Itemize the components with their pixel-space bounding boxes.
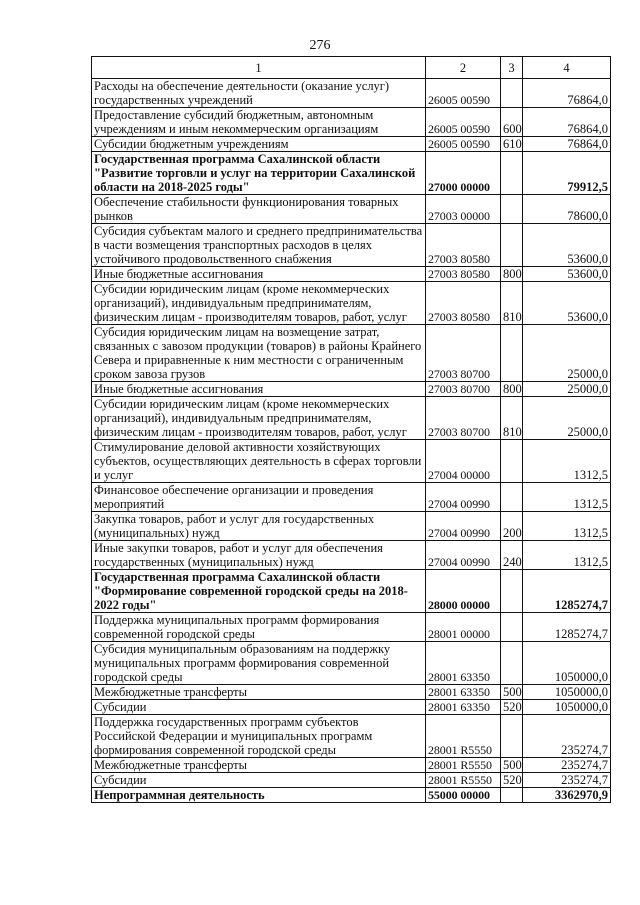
row-type: 600 (501, 108, 523, 137)
table-header-row (92, 57, 611, 79)
row-sum: 235274,7 (523, 758, 611, 773)
row-code: 28000 00000 (426, 570, 501, 613)
row-name: Закупка товаров, работ и услуг для государственных (муниципальных) нужд (92, 512, 426, 541)
row-type (501, 613, 523, 642)
table-row (92, 570, 611, 613)
row-code: 27003 00000 (426, 195, 501, 224)
row-name: Межбюджетные трансферты (92, 685, 426, 700)
row-code: 27003 80700 (426, 382, 501, 397)
row-code: 27000 00000 (426, 152, 501, 195)
row-code: 28001 R5550 (426, 773, 501, 788)
row-code: 27003 80700 (426, 325, 501, 382)
row-code: 26005 00590 (426, 79, 501, 108)
table-row (92, 137, 611, 152)
row-code: 27003 80580 (426, 282, 501, 325)
row-type (501, 195, 523, 224)
row-type (501, 224, 523, 267)
row-type: 500 (501, 758, 523, 773)
table-row (92, 397, 611, 440)
row-name: Финансовое обеспечение организации и проведения мероприятий (92, 483, 426, 512)
row-type: 800 (501, 267, 523, 282)
row-name: Поддержка муниципальных программ формирования современной городской среды (92, 613, 426, 642)
row-name: Субсидии юридическим лицам (кроме некоммерческих организаций), индивидуальным предпринимателям, физическим лицам - производителям товаров, работ, услуг (92, 397, 426, 440)
row-sum: 1050000,0 (523, 685, 611, 700)
row-name: Расходы на обеспечение деятельности (оказание услуг) государственных учреждений (92, 79, 426, 108)
row-sum: 1312,5 (523, 541, 611, 570)
row-sum: 1050000,0 (523, 700, 611, 715)
column-header-sum: 4 (523, 57, 611, 79)
row-sum: 25000,0 (523, 325, 611, 382)
row-sum: 235274,7 (523, 715, 611, 758)
row-code: 27004 00990 (426, 483, 501, 512)
table-row (92, 483, 611, 512)
column-header-name: 1 (92, 57, 426, 79)
row-type (501, 79, 523, 108)
row-name: Государственная программа Сахалинской области "Развитие торговли и услуг на территории Сахалинской области на 2018-2025 годы" (92, 152, 426, 195)
row-sum: 53600,0 (523, 267, 611, 282)
table-row (92, 512, 611, 541)
row-name: Субсидии бюджетным учреждениям (92, 137, 426, 152)
row-code: 26005 00590 (426, 137, 501, 152)
table-row (92, 642, 611, 685)
row-type (501, 325, 523, 382)
row-type: 520 (501, 773, 523, 788)
row-code: 28001 R5550 (426, 758, 501, 773)
table-row (92, 325, 611, 382)
table-row (92, 224, 611, 267)
row-name: Предоставление субсидий бюджетным, автономным учреждениям и иным некоммерческим организациям (92, 108, 426, 137)
row-sum: 53600,0 (523, 282, 611, 325)
row-name: Непрограммная деятельность (92, 788, 426, 803)
row-sum: 1312,5 (523, 483, 611, 512)
row-code: 28001 63350 (426, 685, 501, 700)
table-row (92, 79, 611, 108)
row-sum: 1285274,7 (523, 613, 611, 642)
row-sum: 76864,0 (523, 137, 611, 152)
row-name: Субсидии (92, 773, 426, 788)
row-name: Обеспечение стабильности функционирования товарных рынков (92, 195, 426, 224)
table-row (92, 282, 611, 325)
row-code: 27004 00000 (426, 440, 501, 483)
row-sum: 79912,5 (523, 152, 611, 195)
row-type: 240 (501, 541, 523, 570)
row-type: 800 (501, 382, 523, 397)
row-name: Государственная программа Сахалинской области "Формирование современной городской среды на 2018-2022 годы" (92, 570, 426, 613)
row-sum: 78600,0 (523, 195, 611, 224)
table-row (92, 700, 611, 715)
row-sum: 76864,0 (523, 79, 611, 108)
row-type: 610 (501, 137, 523, 152)
row-type: 810 (501, 397, 523, 440)
row-type: 810 (501, 282, 523, 325)
row-sum: 1285274,7 (523, 570, 611, 613)
row-name: Поддержка государственных программ субъектов Российской Федерации и муниципальных программ формирования современной городской среды (92, 715, 426, 758)
row-sum: 1312,5 (523, 440, 611, 483)
row-name: Иные закупки товаров, работ и услуг для обеспечения государственных (муниципальных) нужд (92, 541, 426, 570)
row-name: Иные бюджетные ассигнования (92, 267, 426, 282)
table-row (92, 788, 611, 803)
row-name: Межбюджетные трансферты (92, 758, 426, 773)
row-sum: 1312,5 (523, 512, 611, 541)
table-row (92, 152, 611, 195)
row-type (501, 570, 523, 613)
row-sum: 3362970,9 (523, 788, 611, 803)
row-sum: 235274,7 (523, 773, 611, 788)
row-type: 520 (501, 700, 523, 715)
row-sum: 1050000,0 (523, 642, 611, 685)
table-row (92, 267, 611, 282)
row-name: Субсидия субъектам малого и среднего предпринимательства в части возмещения транспортных расходов в целях устойчивого продовольственного снабжения (92, 224, 426, 267)
row-type (501, 788, 523, 803)
table-row (92, 382, 611, 397)
column-header-code: 2 (426, 57, 501, 79)
page-number: 276 (309, 38, 331, 53)
table-row (92, 195, 611, 224)
row-name: Субсидия юридическим лицам на возмещение затрат, связанных с завозом продукции (товаров) в районы Крайнего Севера и приравненные к ним местности с ограниченным сроком завоза грузов (92, 325, 426, 382)
table-row (92, 758, 611, 773)
row-code: 27003 80580 (426, 267, 501, 282)
row-sum: 25000,0 (523, 397, 611, 440)
row-type (501, 483, 523, 512)
budget-table (91, 56, 611, 803)
row-code: 55000 00000 (426, 788, 501, 803)
row-type (501, 152, 523, 195)
row-type: 500 (501, 685, 523, 700)
row-code: 27004 00990 (426, 512, 501, 541)
row-name: Субсидии юридическим лицам (кроме некоммерческих организаций), индивидуальным предпринимателям, физическим лицам - производителям товаров, работ, услуг (92, 282, 426, 325)
row-code: 28001 R5550 (426, 715, 501, 758)
row-name: Субсидия муниципальным образованиям на поддержку муниципальных программ формирования современной городской среды (92, 642, 426, 685)
row-code: 28001 63350 (426, 642, 501, 685)
row-code: 28001 63350 (426, 700, 501, 715)
table-row (92, 715, 611, 758)
table-row (92, 440, 611, 483)
row-code: 28001 00000 (426, 613, 501, 642)
row-name: Субсидии (92, 700, 426, 715)
table-row (92, 613, 611, 642)
row-sum: 76864,0 (523, 108, 611, 137)
row-sum: 53600,0 (523, 224, 611, 267)
table-row (92, 773, 611, 788)
row-name: Стимулирование деловой активности хозяйствующих субъектов, осуществляющих деятельность в сферах торговли и услуг (92, 440, 426, 483)
row-code: 27004 00990 (426, 541, 501, 570)
row-sum: 25000,0 (523, 382, 611, 397)
table-row (92, 685, 611, 700)
row-code: 27003 80580 (426, 224, 501, 267)
row-type (501, 642, 523, 685)
row-type (501, 440, 523, 483)
table-row (92, 108, 611, 137)
row-code: 26005 00590 (426, 108, 501, 137)
row-type (501, 715, 523, 758)
row-type: 200 (501, 512, 523, 541)
row-name: Иные бюджетные ассигнования (92, 382, 426, 397)
table-row (92, 541, 611, 570)
row-code: 27003 80700 (426, 397, 501, 440)
column-header-type: 3 (501, 57, 523, 79)
